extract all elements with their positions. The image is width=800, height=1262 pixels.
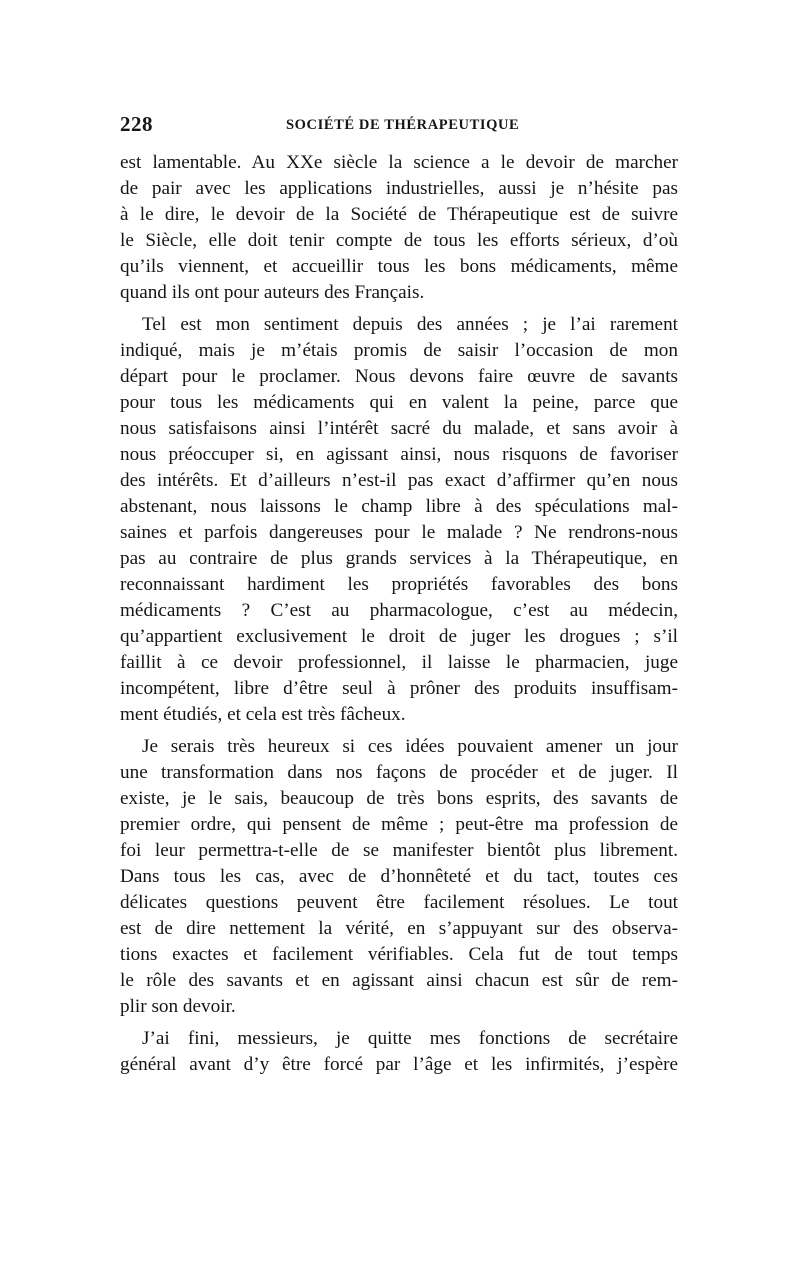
- text-line: général avant d’y être forcé par l’âge et les infirmités, j’espère: [120, 1054, 678, 1075]
- body-text: [120, 150, 678, 1078]
- text-line: nous satisfaisons ainsi l’intérêt sacré du malade, et sans avoir à: [120, 418, 678, 439]
- text-line: Tel est mon sentiment depuis des années ; je l’ai rarement: [142, 314, 678, 335]
- page-header: [120, 112, 678, 142]
- text-line: existe, je le sais, beaucoup de très bons esprits, des savants de: [120, 788, 678, 809]
- text-line: indiqué, mais je m’étais promis de saisir l’occasion de mon: [120, 340, 678, 361]
- text-line: reconnaissant hardiment les propriétés favorables des bons: [120, 574, 678, 595]
- running-title: SOCIÉTÉ DE THÉRAPEUTIQUE: [286, 117, 520, 133]
- page-number: 228: [120, 112, 153, 136]
- text-line: délicates questions peuvent être facilement résolues. Le tout: [120, 892, 678, 913]
- text-line: à le dire, le devoir de la Société de Thérapeutique est de suivre: [120, 204, 678, 225]
- text-line: nous préoccuper si, en agissant ainsi, nous risquons de favoriser: [120, 444, 678, 465]
- text-line: le rôle des savants et en agissant ainsi chacun est sûr de rem-: [120, 970, 678, 991]
- text-line: abstenant, nous laissons le champ libre à des spéculations mal-: [120, 496, 678, 517]
- text-line: ment étudiés, et cela est très fâcheux.: [120, 704, 406, 725]
- text-line: départ pour le proclamer. Nous devons faire œuvre de savants: [120, 366, 678, 387]
- text-line: foi leur permettra-t-elle de se manifester bientôt plus librement.: [120, 840, 678, 861]
- text-line: tions exactes et facilement vérifiables. Cela fut de tout temps: [120, 944, 678, 965]
- paragraph-3: [120, 734, 678, 1020]
- text-line: est lamentable. Au XXe siècle la science a le devoir de marcher: [120, 152, 678, 173]
- text-line: qu’ils viennent, et accueillir tous les bons médicaments, même: [120, 256, 678, 277]
- text-line: une transformation dans nos façons de procéder et de juger. Il: [120, 762, 678, 783]
- text-line: premier ordre, qui pensent de même ; peut-être ma profession de: [120, 814, 678, 835]
- text-line: quand ils ont pour auteurs des Français.: [120, 282, 425, 303]
- paragraph-1: [120, 150, 678, 306]
- text-line: pour tous les médicaments qui en valent la peine, parce que: [120, 392, 678, 413]
- text-line: saines et parfois dangereuses pour le malade ? Ne rendrons-nous: [120, 522, 678, 543]
- text-line: Je serais très heureux si ces idées pouvaient amener un jour: [142, 736, 678, 757]
- paragraph-2: [120, 312, 678, 728]
- text-line: Dans tous les cas, avec de d’honnêteté et du tact, toutes ces: [120, 866, 678, 887]
- text-line: plir son devoir.: [120, 996, 236, 1017]
- text-line: médicaments ? C’est au pharmacologue, c’est au médecin,: [120, 600, 678, 621]
- paragraph-4: [120, 1026, 678, 1078]
- text-line: des intérêts. Et d’ailleurs n’est-il pas exact d’affirmer qu’en nous: [120, 470, 678, 491]
- text-line: qu’appartient exclusivement le droit de juger les drogues ; s’il: [120, 626, 678, 647]
- text-line: incompétent, libre d’être seul à prôner des produits insuffisam-: [120, 678, 678, 699]
- text-line: faillit à ce devoir professionnel, il laisse le pharmacien, juge: [120, 652, 678, 673]
- text-line: de pair avec les applications industrielles, aussi je n’hésite pas: [120, 178, 678, 199]
- text-line: J’ai fini, messieurs, je quitte mes fonctions de secrétaire: [142, 1028, 678, 1049]
- text-line: le Siècle, elle doit tenir compte de tous les efforts sérieux, d’où: [120, 230, 678, 251]
- text-line: est de dire nettement la vérité, en s’appuyant sur des observa-: [120, 918, 678, 939]
- text-line: pas au contraire de plus grands services à la Thérapeutique, en: [120, 548, 678, 569]
